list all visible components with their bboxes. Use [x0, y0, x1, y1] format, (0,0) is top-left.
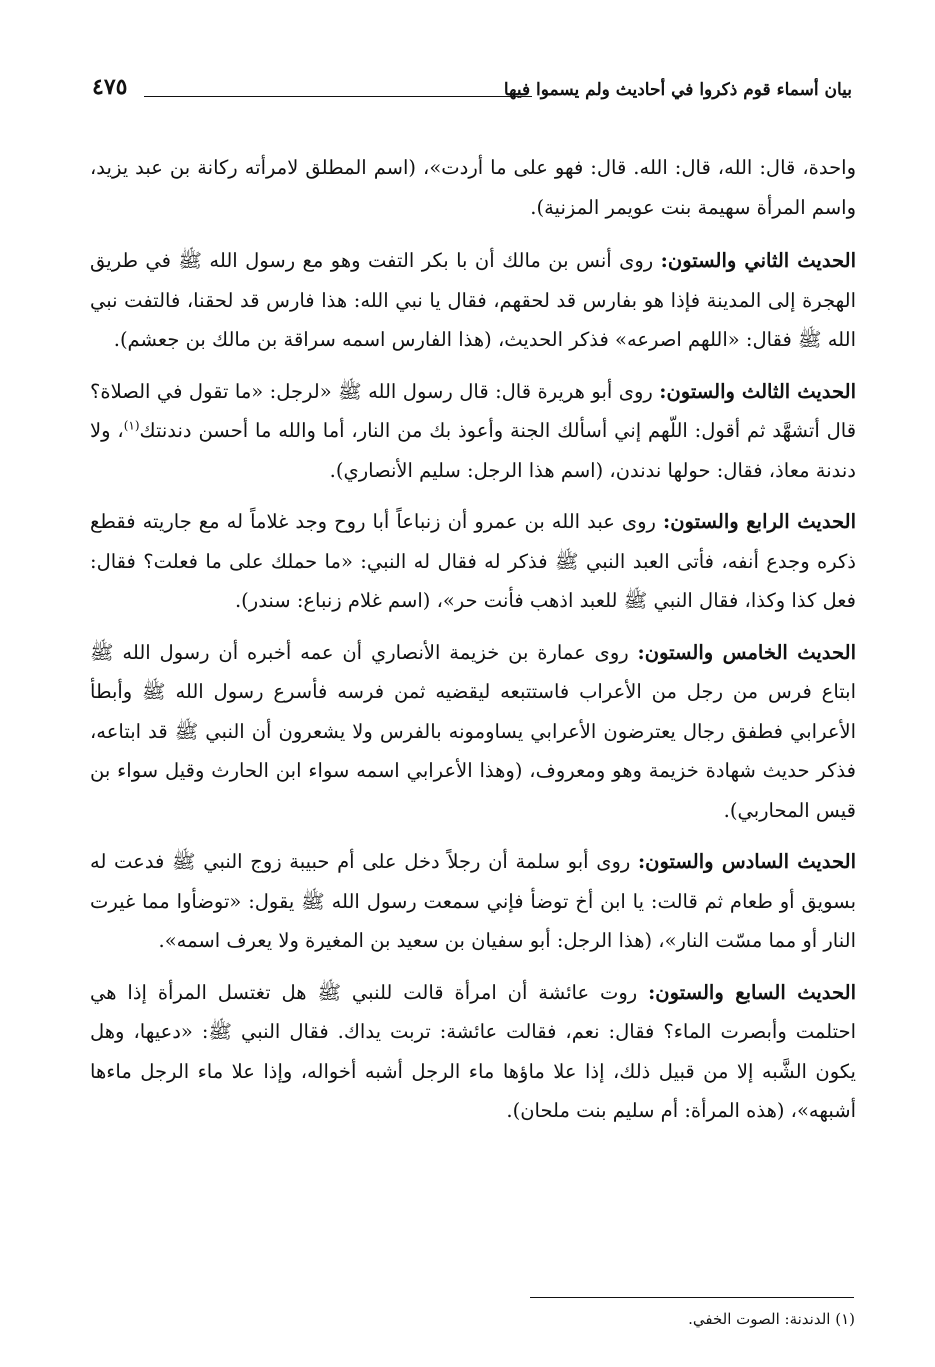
hadith-62-paragraph	[90, 241, 856, 360]
hadith-heading: الحديث الرابع والستون:	[663, 510, 857, 533]
hadith-heading: الحديث الثالث والستون:	[659, 379, 856, 403]
paragraph-text-continued: ، ولا دندنة معاذ، فقال: حولها ندندن، (اسم هذا الرجل: سليم الأنصاري).	[90, 419, 856, 482]
paragraph-text: روت عائشة أن امرأة قالت للنبي ﷺ هل تغتسل المرأة إذا هي احتلمت وأبصرت الماء؟ فقال: نعم، فقالت عائشة: تربت يداك. فقال النبي ﷺ: «دعيها، وهل يكون الشَّبه إلا من قبيل ذلك، إذا علا ماؤها ماء الرجل أشبه أخواله، وإذا علا ماء الرجل ماءها أشبهه»، (هذه المرأة: أم سليم بنت ملحان).	[90, 980, 856, 1122]
paragraph-text: واحدة، قال: الله، قال: الله. قال: فهو على ما أردت»، (اسم المطلق لامرأته ركانة بن عبد يزيد، واسم المرأة سهيمة بنت عويمر المزنية).	[90, 156, 856, 219]
running-title: بيان أسماء قوم ذكروا في أحاديث ولم يسموا فيها	[503, 80, 852, 100]
hadith-64-paragraph	[90, 502, 856, 621]
hadith-66-paragraph	[90, 842, 856, 961]
hadith-65-paragraph	[90, 633, 856, 831]
header-rule	[144, 96, 532, 97]
hadith-heading: الحديث السادس والستون:	[637, 850, 856, 873]
paragraph-text: روى عبد الله بن عمرو أن زنباعاً أبا روح وجد غلاماً له مع جاريته فقطع ذكره وجدع أنفه، فأتى العبد النبي ﷺ فذكر له فقال له النبي: «ما حملك على ما فعلت؟ فقال: فعل كذا وكذا، فقال النبي ﷺ للعبد اذهب فأنت حر»، (اسم غلام زنباع: سندر).	[90, 510, 856, 612]
hadith-heading: الحديث الثاني والستون:	[660, 249, 856, 272]
hadith-heading: الحديث الخامس والستون:	[637, 640, 856, 664]
paragraph-text: روى عمارة بن خزيمة الأنصاري أن عمه أخبره أن رسول الله ﷺ ابتاع فرس من رجل من الأعراب فاستتبعه ليقضيه ثمن فرسه فأسرع رسول الله ﷺ وأبطأ الأعرابي فطفق رجال يعترضون الأعرابي يساومونه بالفرس ولا يشعرون أن النبي ﷺ قد ابتاعه، فذكر حديث شهادة خزيمة وهو ومعروف، (وهذا الأعرابي اسمه سواء ابن الحارث وقيل سواء بن قيس المحاربي).	[90, 640, 856, 822]
paragraph-continuation	[90, 148, 856, 227]
paragraph-text: روى أبو هريرة قال: قال رسول الله ﷺ «لرجل: «ما تقول في الصلاة؟ قال أتشهَّد ثم أقول: اللّهم إني أسألك الجنة وأعوذ بك من النار، أما والله ما أحسن دندنتك	[90, 379, 857, 442]
footnote: (١) الدندنة: الصوت الخفي.	[688, 1310, 855, 1328]
hadith-63-paragraph	[90, 372, 856, 491]
page-header	[92, 72, 852, 112]
paragraph-text: روى أنس بن مالك أن با بكر التفت وهو مع رسول الله ﷺ في طريق الهجرة إلى المدينة فإذا هو بفارس قد لحقهم، فقال يا نبي الله: هذا فارس قد لحقنا، فالتفت نبي الله ﷺ فقال: «اللهم اصرعه» فذكر الحديث، (هذا الفارس اسمه سراقة بن مالك بن جعشم).	[90, 249, 856, 351]
footnote-rule	[530, 1297, 854, 1298]
hadith-67-paragraph	[90, 973, 856, 1131]
paragraph-text: روى أبو سلمة أن رجلاً دخل على أم حبيبة زوج النبي ﷺ فدعت له بسويق أو طعام ثم قالت: يا ابن أخ توضأ فإني سمعت رسول الله ﷺ يقول: «توضأوا مما غيرت النار أو مما مسّت النار»، (هذا الرجل: أبو سفيان بن سعيد بن المغيرة ولا يعرف اسمه».	[90, 850, 856, 952]
page-number: ٤٧٥	[92, 74, 128, 100]
hadith-heading: الحديث السابع والستون:	[648, 980, 856, 1004]
page-body	[90, 148, 856, 1143]
footnote-reference[interactable]: (١)	[123, 418, 140, 433]
